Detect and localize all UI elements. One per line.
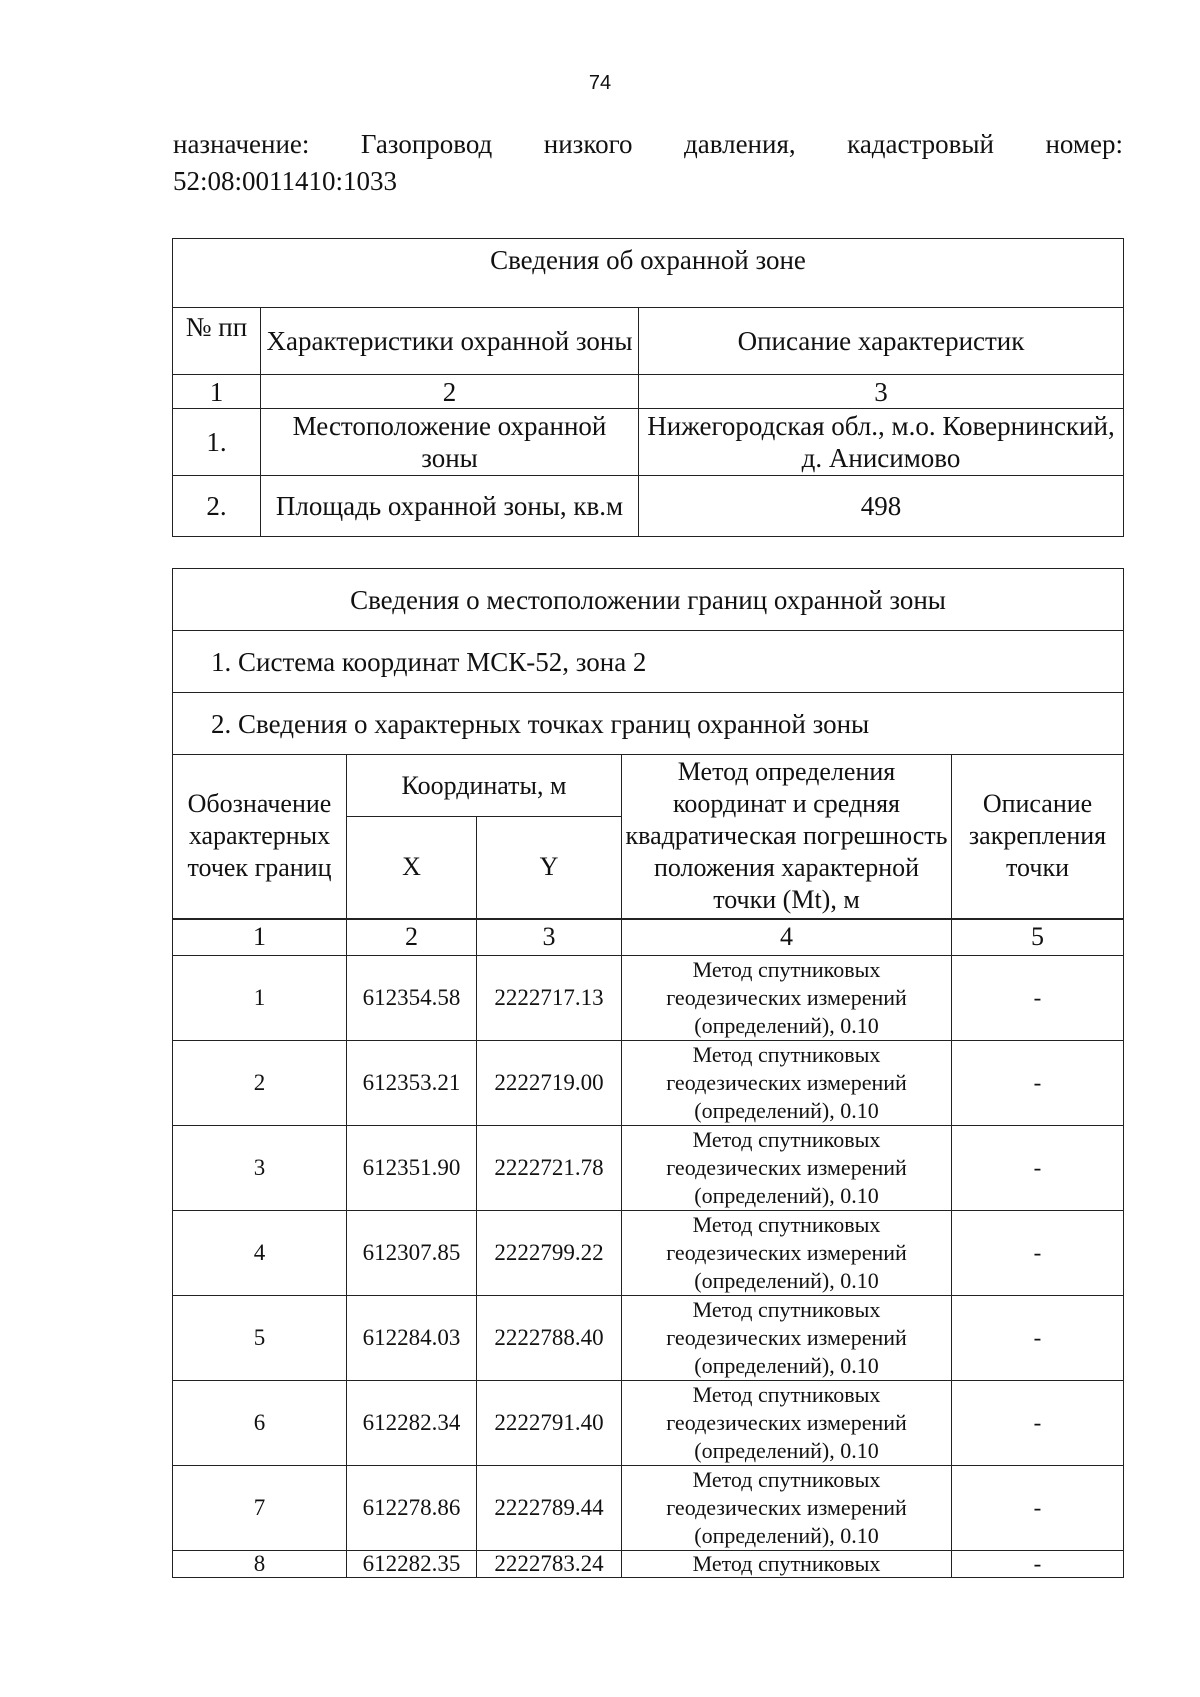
point-x: 612307.85 — [347, 1211, 477, 1296]
header-x: X — [347, 817, 477, 919]
header-characteristic: Характеристики охранной зоны — [261, 308, 639, 375]
intro-line — [173, 126, 1123, 163]
header-fixing: Описание закрепления точки — [952, 755, 1124, 919]
point-id: 4 — [173, 1211, 347, 1296]
point-fixing: - — [952, 1126, 1124, 1211]
table-row — [173, 1381, 1124, 1466]
column-number: 4 — [622, 919, 952, 956]
table-row — [173, 1296, 1124, 1381]
point-x: 612351.90 — [347, 1126, 477, 1211]
intro-word: низкого — [543, 129, 633, 159]
table-row — [173, 1041, 1124, 1126]
point-id: 5 — [173, 1296, 347, 1381]
column-number: 2 — [347, 919, 477, 956]
point-fixing: - — [952, 1381, 1124, 1466]
point-y: 2222789.44 — [477, 1466, 622, 1551]
protection-zone-table — [172, 238, 1124, 537]
header-method: Метод определения координат и средняя квадратическая погрешность положения характерной точки (Mt), м — [622, 755, 952, 919]
point-fixing: - — [952, 1211, 1124, 1296]
point-method: Метод спутниковых геодезических измерений (определений), 0.10 — [622, 1296, 952, 1381]
points-title: 2. Сведения о характерных точках границ охранной зоны — [173, 693, 1124, 755]
intro-word: Газопровод — [360, 129, 493, 159]
intro-word: назначение: — [173, 129, 310, 159]
point-id: 7 — [173, 1466, 347, 1551]
header-y: Y — [477, 817, 622, 919]
point-id: 6 — [173, 1381, 347, 1466]
point-y: 2222719.00 — [477, 1041, 622, 1126]
point-method: Метод спутниковых геодезических измерений (определений), 0.10 — [622, 1041, 952, 1126]
point-method: Метод спутниковых — [622, 1551, 952, 1578]
row-description: Нижегородская обл., м.о. Ковернинский, д. Анисимово — [639, 409, 1124, 476]
point-fixing: - — [952, 1296, 1124, 1381]
point-y: 2222717.13 — [477, 956, 622, 1041]
point-fixing: - — [952, 1041, 1124, 1126]
point-method: Метод спутниковых геодезических измерений (определений), 0.10 — [622, 1126, 952, 1211]
column-number: 2 — [261, 375, 639, 409]
point-y: 2222788.40 — [477, 1296, 622, 1381]
point-x: 612353.21 — [347, 1041, 477, 1126]
point-x: 612354.58 — [347, 956, 477, 1041]
column-number: 5 — [952, 919, 1124, 956]
point-method: Метод спутниковых геодезических измерений (определений), 0.10 — [622, 1211, 952, 1296]
point-id: 3 — [173, 1126, 347, 1211]
boundary-table-title: Сведения о местоположении границ охранной зоны — [173, 569, 1124, 631]
cadastral-number: 52:08:0011410:1033 — [173, 166, 398, 196]
point-x: 612284.03 — [347, 1296, 477, 1381]
point-method: Метод спутниковых геодезических измерений (определений), 0.10 — [622, 956, 952, 1041]
point-x: 612282.35 — [347, 1551, 477, 1578]
table-row — [173, 956, 1124, 1041]
point-y: 2222783.24 — [477, 1551, 622, 1578]
point-fixing: - — [952, 956, 1124, 1041]
page-number: 74 — [588, 72, 612, 94]
table-row — [173, 1126, 1124, 1211]
point-y: 2222721.78 — [477, 1126, 622, 1211]
coordinate-system: 1. Система координат МСК-52, зона 2 — [173, 631, 1124, 693]
column-number: 1 — [173, 919, 347, 956]
point-y: 2222799.22 — [477, 1211, 622, 1296]
header-description: Описание характеристик — [639, 308, 1124, 375]
boundary-table — [172, 568, 1124, 1578]
point-y: 2222791.40 — [477, 1381, 622, 1466]
row-characteristic: Площадь охранной зоны, кв.м — [261, 476, 639, 537]
zone-table-title: Сведения об охранной зоне — [173, 239, 1124, 308]
intro-paragraph — [173, 126, 1123, 200]
row-characteristic: Местоположение охранной зоны — [261, 409, 639, 476]
point-method: Метод спутниковых геодезических измерений (определений), 0.10 — [622, 1381, 952, 1466]
table-row — [173, 1211, 1124, 1296]
header-number: № пп — [173, 308, 261, 375]
column-number: 1 — [173, 375, 261, 409]
point-x: 612278.86 — [347, 1466, 477, 1551]
column-number: 3 — [477, 919, 622, 956]
table-row — [173, 1466, 1124, 1551]
point-fixing: - — [952, 1551, 1124, 1578]
point-id: 8 — [173, 1551, 347, 1578]
point-id: 2 — [173, 1041, 347, 1126]
header-designation: Обозначение характерных точек границ — [173, 755, 347, 919]
intro-word: кадастровый — [847, 129, 994, 159]
header-coordinates: Координаты, м — [347, 755, 622, 817]
intro-word: давления, — [683, 129, 796, 159]
row-number: 2. — [173, 476, 261, 537]
intro-word: номер: — [1045, 129, 1123, 159]
point-x: 612282.34 — [347, 1381, 477, 1466]
row-description: 498 — [639, 476, 1124, 537]
point-fixing: - — [952, 1466, 1124, 1551]
column-number: 3 — [639, 375, 1124, 409]
point-id: 1 — [173, 956, 347, 1041]
table-row — [173, 1551, 1124, 1578]
point-method: Метод спутниковых геодезических измерений (определений), 0.10 — [622, 1466, 952, 1551]
row-number: 1. — [173, 409, 261, 476]
